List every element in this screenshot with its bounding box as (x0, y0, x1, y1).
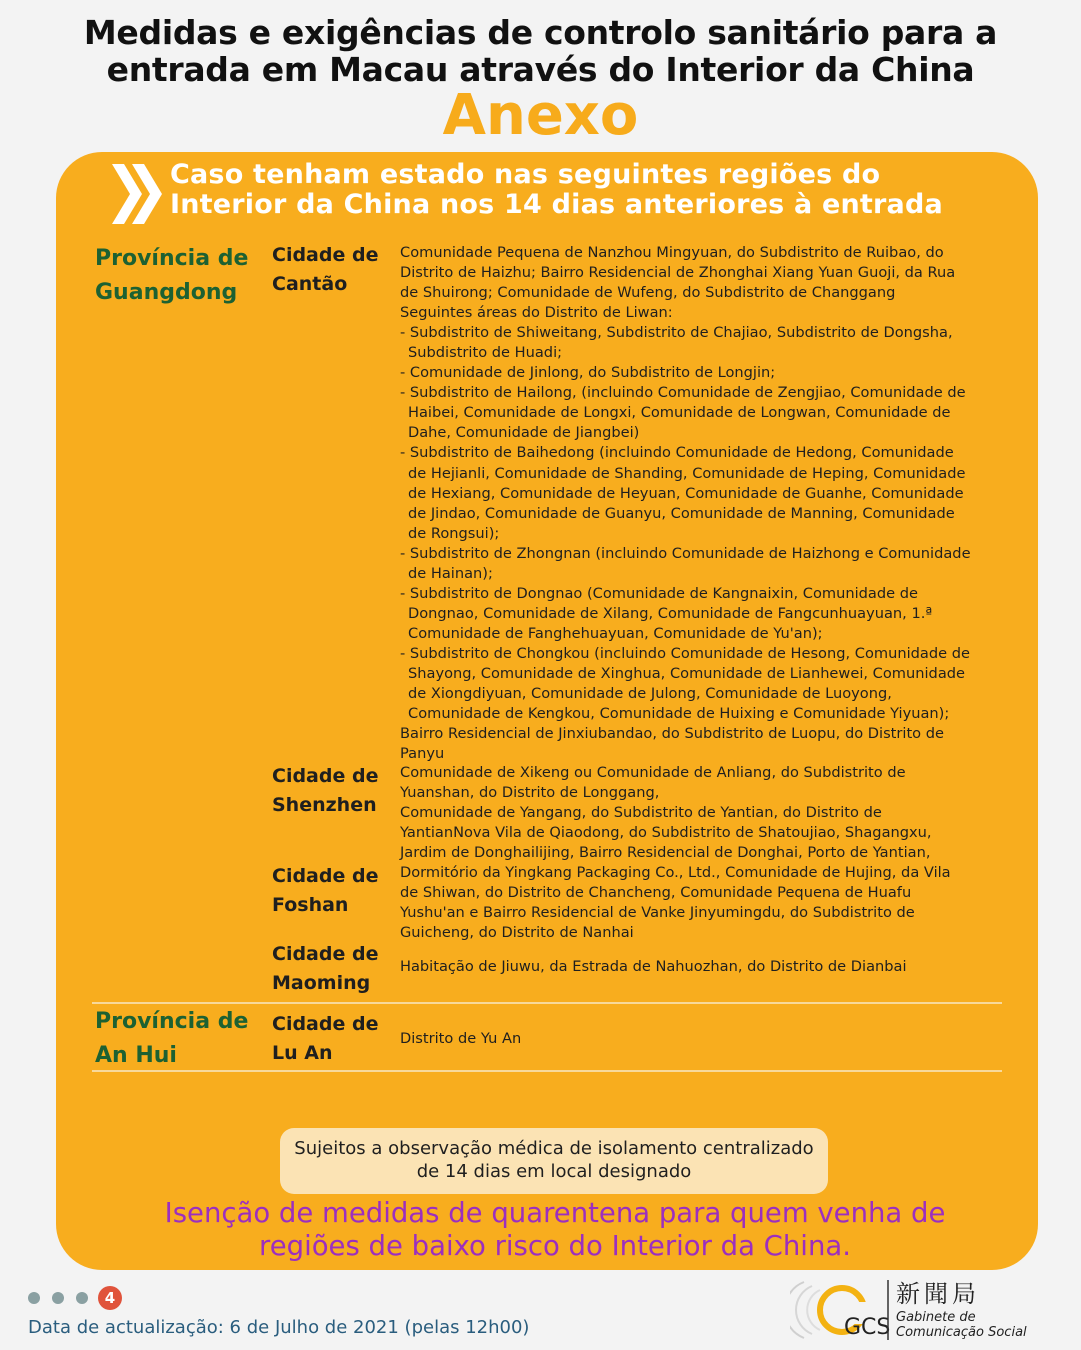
city-name: Foshan (272, 894, 349, 916)
province-anhui (95, 1005, 248, 1073)
area-line: Comunidade de Fanghehuayuan, Comunidade de Yu'an); (408, 624, 823, 642)
logo-mark-text: GCS (844, 1315, 891, 1340)
section-divider (92, 1002, 1002, 1004)
city-luan (272, 1010, 378, 1068)
city-label: Cidade de (272, 765, 379, 787)
area-line: - Subdistrito de Dongnao (Comunidade de Kangnaixin, Comunidade de (400, 584, 918, 602)
province-name: Guangdong (95, 280, 238, 305)
annex-heading: Anexo (442, 83, 639, 148)
area-line: - Subdistrito de Baihedong (incluindo Comunidade de Hedong, Comunidade (400, 444, 954, 462)
logo-pt-line1: Gabinete de (896, 1310, 976, 1325)
page-title-line1: Medidas e exigências de controlo sanitário para a (83, 13, 998, 52)
area-line: Comunidade de Yangang, do Subdistrito de Yantian, do Distrito de (400, 804, 882, 822)
area-line: - Subdistrito de Shiweitang, Subdistrito de Chajiao, Subdistrito de Dongsha, (400, 324, 953, 342)
foshan-areas (400, 863, 1006, 943)
double-chevron-icon (112, 164, 164, 224)
logo-pt-line2: Comunicação Social (896, 1325, 1027, 1340)
page-dot[interactable] (76, 1292, 88, 1304)
page-indicator (28, 1286, 122, 1310)
city-label: Cidade de (272, 943, 379, 965)
page-title-line2: entrada em Macau através do Interior da China (106, 50, 975, 89)
area-line: Distrito de Yu An (400, 1030, 522, 1047)
area-line: Haibei, Comunidade de Longxi, Comunidade de Longwan, Comunidade de (408, 404, 951, 422)
city-name: Maoming (272, 972, 371, 994)
area-line: Shayong, Comunidade de Xinghua, Comunidade de Lianhewei, Comunidade (408, 664, 965, 682)
area-line: Comunidade Pequena de Nanzhou Mingyuan, do Subdistrito de Ruibao, do (400, 244, 944, 261)
area-line: Distrito de Haizhu; Bairro Residencial de Zhonghai Xiang Yuan Guoji, da Rua (400, 264, 956, 282)
area-line: - Subdistrito de Zhongnan (incluindo Comunidade de Haizhong e Comunidade (400, 544, 971, 562)
area-line: Seguintes áreas do Distrito de Liwan: (400, 304, 673, 322)
area-line: YantianNova Vila de Qiaodong, do Subdistrito de Shatoujiao, Shagangxu, (400, 824, 932, 842)
area-line: Comunidade de Kengkou, Comunidade de Huixing e Comunidade Yiyuan); (408, 705, 950, 723)
area-line: Dongnao, Comunidade de Xilang, Comunidade de Fangcunhuayuan, 1.ª (408, 604, 933, 622)
area-line: - Subdistrito de Hailong, (incluindo Comunidade de Zengjiao, Comunidade de (400, 384, 966, 402)
page-dot[interactable] (28, 1292, 40, 1304)
area-line: de Jindao, Comunidade de Guanyu, Comunidade de Manning, Comunidade (408, 504, 955, 522)
banner-line1: Caso tenham estado nas seguintes regiões do (170, 159, 881, 190)
banner-line2: Interior da China nos 14 dias anteriores à entrada (170, 189, 943, 220)
city-label: Cidade de (272, 865, 379, 887)
area-line: Yuanshan, do Distrito de Longgang, (400, 784, 660, 802)
banner-text (170, 160, 943, 220)
area-line: Dormitório da Yingkang Packaging Co., Ltd., Comunidade de Hujing, da Vila (400, 864, 951, 881)
area-line: de Hexiang, Comunidade de Heyuan, Comunidade de Guanhe, Comunidade (408, 484, 964, 502)
luan-areas (400, 1029, 1006, 1049)
section-divider (92, 1070, 1002, 1072)
city-name: Shenzhen (272, 794, 377, 816)
area-line: Jardim de Donghailijing, Bairro Residencial de Donghai, Porto de Yantian, (400, 844, 931, 862)
area-line: Comunidade de Xikeng ou Comunidade de Anliang, do Subdistrito de (400, 764, 906, 781)
city-foshan (272, 862, 378, 920)
section-banner (112, 160, 943, 224)
area-line: - Subdistrito de Chongkou (incluindo Comunidade de Hesong, Comunidade de (400, 644, 970, 662)
city-maoming (272, 940, 378, 998)
city-cantao (272, 241, 378, 299)
province-name: An Hui (95, 1043, 177, 1068)
city-name: Lu An (272, 1042, 333, 1064)
area-line: de Shuirong; Comunidade de Wufeng, do Subdistrito de Changgang (400, 284, 896, 302)
area-line: de Rongsui); (408, 524, 500, 542)
page-dot[interactable] (52, 1292, 64, 1304)
area-line: de Shiwan, do Distrito de Chancheng, Comunidade Pequena de Huafu (400, 884, 912, 902)
city-name: Cantão (272, 273, 348, 295)
province-label: Província de (95, 246, 249, 271)
exemption-text (0, 1197, 1081, 1263)
logo-chinese-text: 新聞局 (896, 1280, 980, 1308)
area-line: de Hejianli, Comunidade de Shanding, Comunidade de Heping, Comunidade (408, 464, 966, 482)
area-line: Panyu (400, 745, 445, 763)
exemption-line1: Isenção de medidas de quarentena para quem venha de (164, 1197, 946, 1229)
cantao-areas (400, 243, 1006, 764)
area-line: de Xiongdiyuan, Comunidade de Julong, Comunidade de Luoyong, (408, 685, 892, 703)
notice-line1: Sujeitos a observação médica de isolamento centralizado (294, 1138, 814, 1159)
notice-line2: de 14 dias em local designado (416, 1161, 692, 1182)
city-label: Cidade de (272, 244, 379, 266)
update-date: Data de actualização: 6 de Julho de 2021 (pelas 12h00) (28, 1317, 530, 1338)
province-label: Província de (95, 1009, 249, 1034)
area-line: Guicheng, do Distrito de Nanhai (400, 924, 634, 942)
current-page-badge: 4 (98, 1286, 122, 1310)
city-label: Cidade de (272, 1013, 379, 1035)
area-line: - Comunidade de Jinlong, do Subdistrito de Longjin; (400, 364, 776, 382)
area-line: Bairro Residencial de Jinxiubandao, do Subdistrito de Luopu, do Distrito de (400, 725, 944, 743)
isolation-notice (280, 1128, 828, 1194)
page-title (0, 14, 1081, 88)
logo-portuguese-text (896, 1310, 1027, 1340)
province-guangdong (95, 242, 248, 310)
area-line: de Hainan); (408, 564, 493, 582)
area-line: Dahe, Comunidade de Jiangbei) (408, 424, 640, 442)
area-line: Yushu'an e Bairro Residencial de Vanke Jinyumingdu, do Subdistrito de (400, 904, 915, 922)
shenzhen-areas (400, 763, 1006, 863)
area-line: Subdistrito de Huadi; (408, 344, 563, 362)
area-line: Habitação de Jiuwu, da Estrada de Nahuozhan, do Distrito de Dianbai (400, 958, 907, 975)
city-shenzhen (272, 762, 378, 820)
maoming-areas (400, 957, 1006, 977)
exemption-line2: regiões de baixo risco do Interior da China. (259, 1230, 851, 1262)
